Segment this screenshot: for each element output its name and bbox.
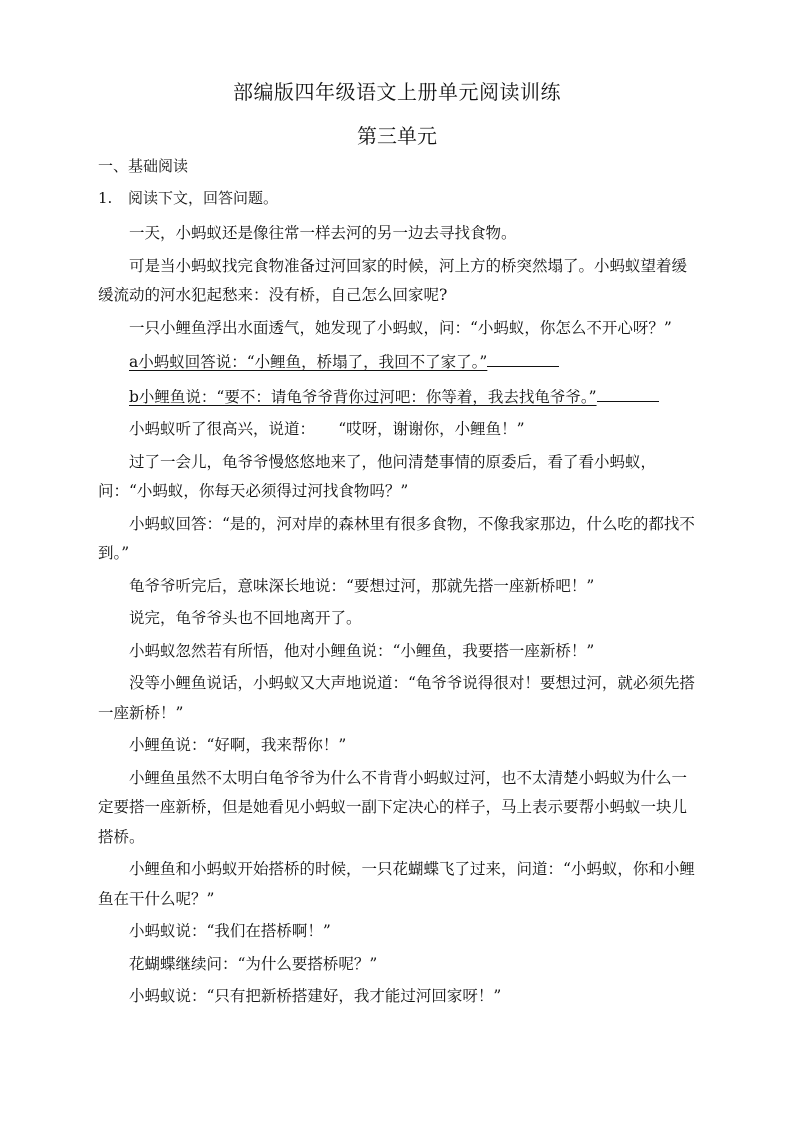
document-title: 部编版四年级语文上册单元阅读训练 [233, 80, 561, 104]
sentence-b-text: b小鲤鱼说：“要不：请龟爷爷背你过河吧：你等着，我去找龟爷爷。” [129, 387, 597, 406]
paragraph: 小蚂蚁说：“我们在搭桥啊！” [129, 922, 331, 940]
answer-blank-line [597, 381, 659, 402]
paragraph: 小蚂蚁听了很高兴，说道： “哎呀，谢谢你，小鲤鱼！” [129, 420, 525, 438]
paragraph: 小蚂蚁说：“只有把新桥搭建好，我才能过河回家呀！” [129, 987, 502, 1005]
paragraph: 一只小鲤鱼浮出水面透气，她发现了小蚂蚁，问：“小蚂蚁，你怎么不开心呀？” [129, 318, 672, 337]
question-number: 1. [98, 189, 113, 207]
paragraph: 小蚂蚁忽然若有所悟，他对小鲤鱼说：“小鲤鱼，我要搭一座新桥！” [129, 641, 595, 660]
paragraph: 龟爷爷听完后，意味深长地说：“要想过河，那就先搭一座新桥吧！” [129, 576, 595, 595]
unit-subtitle: 第三单元 [357, 124, 437, 148]
answer-blank-line [487, 346, 559, 367]
underlined-sentence-a [98, 346, 698, 378]
paragraph: 没等小鲤鱼说话，小蚂蚁又大声地说道：“龟爷爷说得很对！要想过河，就必须先搭一座新桥！” [98, 674, 695, 722]
paragraph: 小蚂蚁回答：“是的，河对岸的森林里有很多食物，不像我家那边，什么吃的都找不到。” [98, 514, 695, 562]
paragraph: 可是当小蚂蚁找完食物准备过河回家的时候，河上方的桥突然塌了。小蚂蚁望着缓缓流动的河水犯起愁来：没有桥，自己怎么回家呢? [98, 256, 688, 304]
paragraph: 说完，龟爷爷头也不回地离开了。 [129, 609, 362, 627]
paragraph: 过了一会儿，龟爷爷慢悠悠地来了，他问清楚事情的原委后，看了看小蚂蚁，问：“小蚂蚁，你每天必须得过河找食物吗？” [98, 452, 657, 500]
paragraph: 小鲤鱼和小蚂蚁开始搭桥的时候，一只花蝴蝶飞了过来，问道：“小蚂蚁，你和小鲤鱼在干什么呢？” [98, 860, 695, 908]
paragraph: 小鲤鱼说：“好啊，我来帮你！” [129, 736, 347, 754]
underlined-sentence-b [98, 381, 698, 413]
section-heading: 一、基础阅读 [98, 157, 189, 175]
question-text: 阅读下文，回答问题。 [128, 189, 279, 207]
sentence-a-text: a小蚂蚁回答说：“小鲤鱼，桥塌了，我回不了家了。” [129, 353, 488, 371]
paragraph: 一天，小蚂蚁还是像往常一样去河的另一边去寻找食物。 [129, 224, 517, 242]
question-prompt [98, 187, 278, 208]
passage-body [98, 219, 698, 1012]
paragraph: 花蝴蝶继续问：“为什么要搭桥呢？” [129, 954, 378, 973]
paragraph: 小鲤鱼虽然不太明白龟爷爷为什么不肯背小蚂蚁过河，也不太清楚小蚂蚁为什么一定要搭一座新桥，但是她看见小蚂蚁一副下定决心的样子，马上表示要帮小蚂蚁一块儿搭桥。 [98, 768, 688, 846]
